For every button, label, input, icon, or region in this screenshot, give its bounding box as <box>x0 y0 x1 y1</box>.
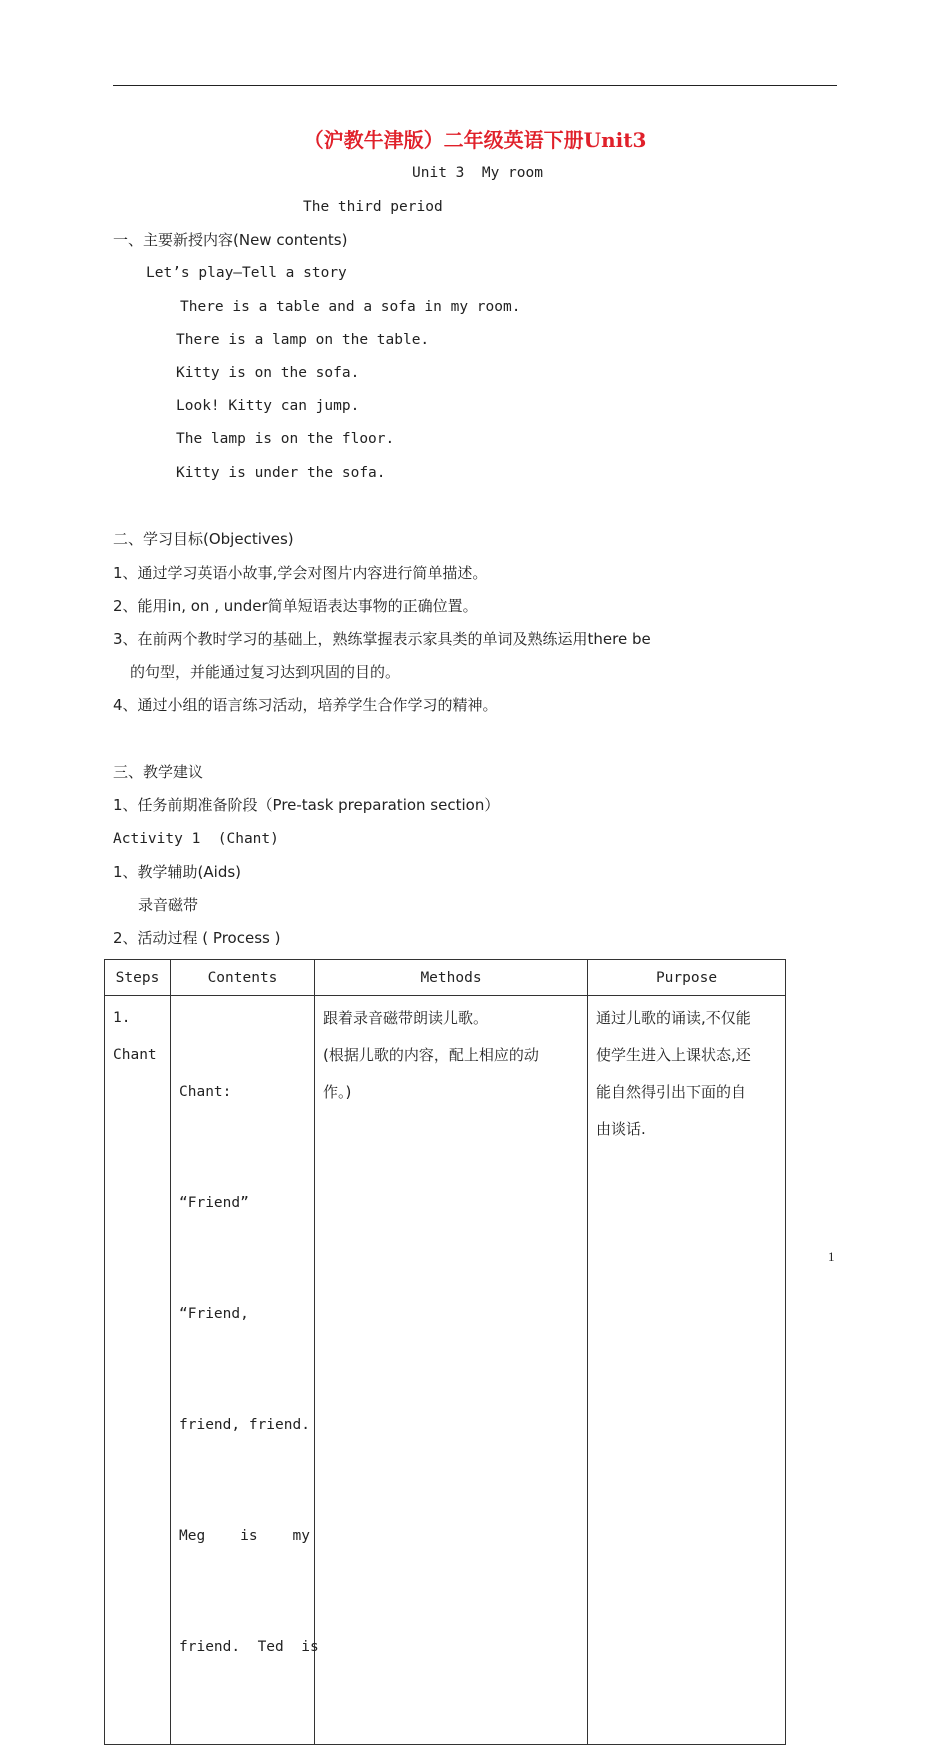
methods-line: 作。) <box>323 1083 352 1101</box>
objective-item: 2、能用in, on , under简单短语表达事物的正确位置。 <box>113 597 478 615</box>
period-label: The third period <box>303 199 443 215</box>
contents-line: friend, friend. <box>179 1417 310 1433</box>
header-contents: Contents <box>171 960 315 996</box>
aids-heading: 1、教学辅助(Aids) <box>113 863 242 881</box>
steps-line: 1. <box>113 1010 131 1026</box>
story-line: Look! Kitty can jump. <box>176 398 360 414</box>
section-3-heading: 三、教学建议 <box>113 763 204 781</box>
methods-line: 跟着录音磁带朗读儿歌。 <box>323 1009 489 1027</box>
purpose-line: 由谈话. <box>596 1120 646 1138</box>
header-purpose: Purpose <box>588 960 786 996</box>
story-line: Kitty is on the sofa. <box>176 365 360 381</box>
section-2-heading: 二、学习目标(Objectives) <box>113 530 294 548</box>
contents-line: Meg is my <box>179 1528 310 1544</box>
purpose-line: 通过儿歌的诵读,不仅能 <box>596 1009 751 1027</box>
table-row <box>105 996 786 1745</box>
cell-contents <box>171 996 319 1745</box>
document-title: （沪教牛津版）二年级英语下册Unit3 <box>303 128 647 152</box>
activity-heading: Activity 1 (Chant) <box>113 831 279 847</box>
table-header-row <box>105 960 786 996</box>
cell-purpose <box>588 996 786 1745</box>
contents-line: “Friend” <box>179 1195 249 1211</box>
story-line: The lamp is on the floor. <box>176 431 395 447</box>
story-line: Kitty is under the sofa. <box>176 465 386 481</box>
section-1-heading: 一、主要新授内容(New contents) <box>113 231 348 249</box>
objective-item: 3、在前两个教时学习的基础上，熟练掌握表示家具类的单词及熟练运用there be <box>113 630 651 648</box>
process-table <box>104 959 786 1745</box>
unit-subtitle: Unit 3 My room <box>412 165 543 181</box>
story-line: There is a lamp on the table. <box>176 332 430 348</box>
objective-item: 4、通过小组的语言练习活动，培养学生合作学习的精神。 <box>113 696 498 714</box>
contents-line: Chant: <box>179 1084 232 1100</box>
story-line: There is a table and a sofa in my room. <box>180 299 521 315</box>
objective-item: 1、通过学习英语小故事,学会对图片内容进行简单描述。 <box>113 564 488 582</box>
header-rule <box>113 85 837 86</box>
purpose-line: 使学生进入上课状态,还 <box>596 1046 751 1064</box>
header-steps: Steps <box>105 960 171 996</box>
story-title: Let’s play—Tell a story <box>146 265 347 281</box>
process-heading: 2、活动过程 ( Process ) <box>113 929 281 947</box>
page-number: 1 <box>828 1249 835 1264</box>
objective-item-continued: 的句型，并能通过复习达到巩固的目的。 <box>130 663 401 681</box>
contents-line: friend. Ted is <box>179 1639 319 1655</box>
steps-line: Chant <box>113 1047 157 1063</box>
contents-line: “Friend, <box>179 1306 249 1322</box>
header-methods: Methods <box>315 960 588 996</box>
cell-methods <box>315 996 588 1745</box>
stage-heading: 1、任务前期准备阶段（Pre-task preparation section） <box>113 796 500 814</box>
purpose-line: 能自然得引出下面的自 <box>596 1083 747 1101</box>
cell-steps <box>105 996 171 1745</box>
aids-item: 录音磁带 <box>138 896 199 914</box>
methods-line: (根据儿歌的内容，配上相应的动 <box>323 1046 539 1064</box>
